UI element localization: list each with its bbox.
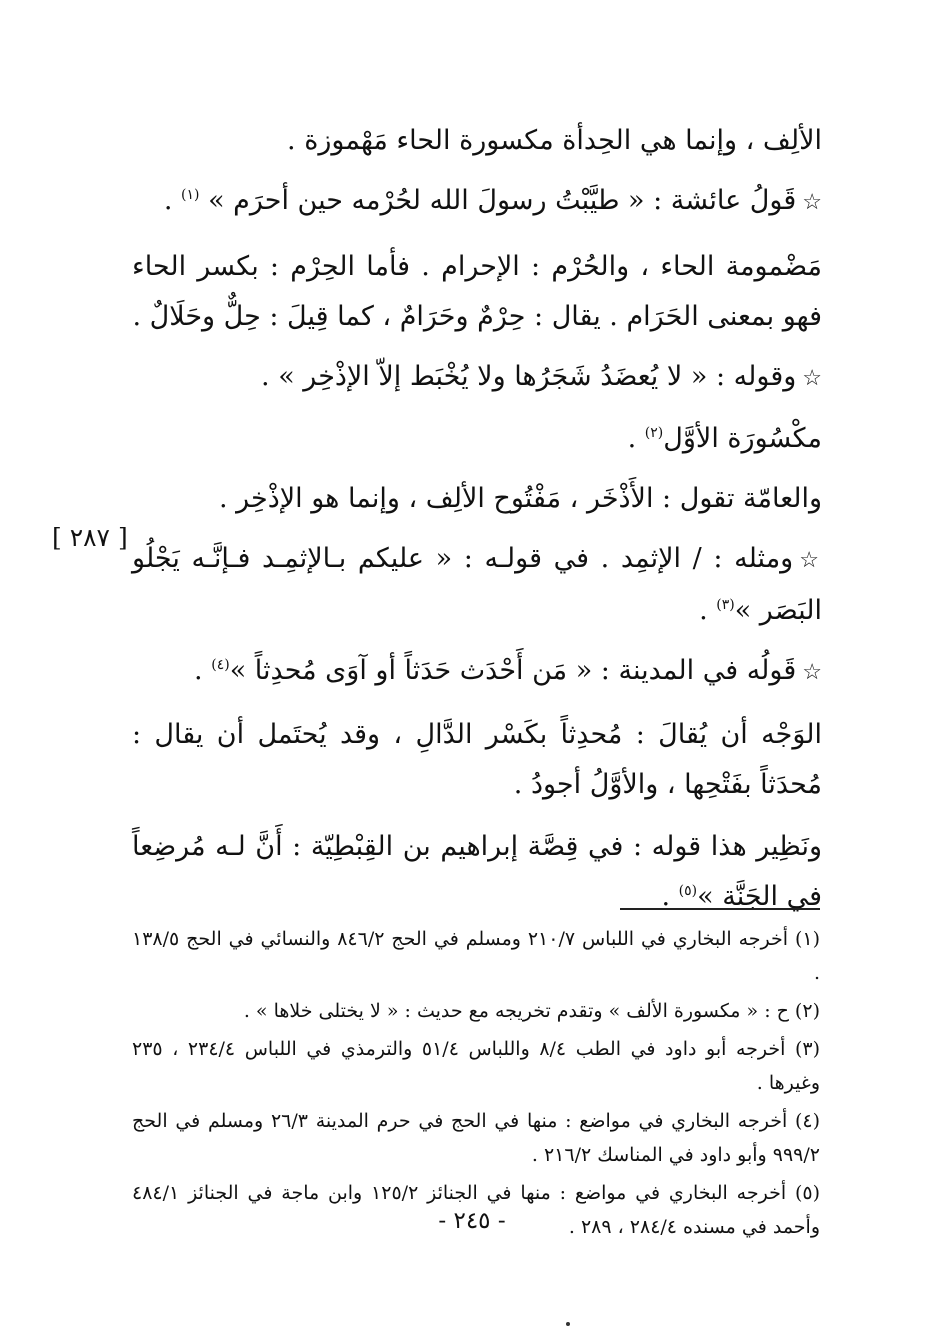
paragraph-6 (132, 474, 822, 524)
footnote-separator (620, 908, 820, 910)
footnote-2: (٢) ح : « مكسورة الألف » وتقدم تخريجه مع حديث : « لا يختلى خلاها » . (243, 1000, 820, 1022)
paragraph-1 (132, 116, 822, 166)
paragraph-5: مكْسُورَة الأوَّل$^{(٢)}$ . (627, 423, 822, 454)
page-number: - ٢٤٥ - (438, 1208, 506, 1234)
paragraph-7: ☆ومثله : / الإثمِد . في قولـه : « عليكم بـالإثمِـد فـإنَّـه يَجْلُو البَصَر »$^{(٣)}$ . (132, 543, 822, 626)
footnote-3: (٣) أخرجه أبو داود في الطب ٨/٤ واللباس ٥١/٤ والترمذي في اللباس ٢٣٤/٤ ، ٢٣٥ وغيرها . (132, 1038, 821, 1094)
star-icon: ☆ (802, 366, 822, 391)
line-text: قَولُ عائشة : « طيَّبْتُ رسولَ الله لحُرْمه حين أحرَم » (208, 185, 797, 216)
paragraph-9 (132, 710, 822, 810)
paragraph-10: ونَظِير هذا قوله : في قِصَّة إبراهيم بن القِبْطِيّة : أَنَّ لـه مُرضِعاً في الجَنَّة »$^{(٥)}$ . (132, 831, 822, 912)
line-text: والعامّة تقول : الأَذْخَر ، مَفْتُوح الألِف ، وإنما هو الإذْخِر . (218, 483, 822, 514)
scan-speck (566, 1322, 570, 1326)
footnote-4: (٤) أخرجه البخاري في مواضع : منها في الحج في حرم المدينة ٢٦/٣ ومسلم في الحج ٩٩٩/٢ وأبو داود في المناسك ٢١٦/٢ . (132, 1110, 821, 1166)
paragraph-4 (132, 352, 822, 404)
footnote-ref-4: (٤) (211, 657, 230, 673)
footnotes (132, 922, 820, 1248)
paragraph-8: ☆قَولُه في المدينة : « مَن أَحْدَث حَدَثاً أو آوَى مُحدِثاً »$^{(٤)}$ . (194, 655, 822, 686)
footnote-5: (٥) أخرجه البخاري في مواضع : منها في الجنائز ١٢٥/٢ وابن ماجة في الجنائز ٤٨٤/١ وأحمد في مسنده ٢٨٤/٤ ، ٢٨٩ . (132, 1182, 820, 1238)
star-icon: ☆ (802, 660, 822, 685)
line-text: ومثله : / الإثمِد . في قولـه : « عليكم بـالإثمِـد فـإنَّـه يَجْلُو البَصَر » (132, 543, 822, 626)
line-text: الوَجْه أن يُقالَ : مُحدِثاً بكَسْر الدَّالِ ، وقد يُحتَمل أن يقال : مُحدَثاً بفَتْحِها ، والأوَّلُ أجودُ . (132, 719, 822, 800)
footnote-ref-1: (١) (181, 187, 200, 203)
footnote-ref-3: (٣) (716, 597, 735, 613)
star-icon: ☆ (799, 548, 822, 573)
line-text: الألِف ، وإنما هي الحِدأة مكسورة الحاء مَهْموزة . (287, 125, 822, 156)
line-text: مَضْمومة الحاء ، والحُرْم : الإحرام . فأما الحِرْم : بكسر الحاء فهو بمعنى الحَرَام . يقال : حِرْمٌ وحَرَامٌ ، كما قِيلَ : حِلٌّ وحَلَالٌ . (132, 251, 822, 332)
star-icon: ☆ (802, 190, 822, 215)
margin-page-marker: [ ٢٨٧ ] (52, 523, 128, 552)
line-text: وقوله : « لا يُعضَدُ شَجَرُها ولا يُخْبَط إلاّ الإذْخِر » . (261, 361, 797, 392)
footnote-ref-2: (٢) (644, 425, 664, 441)
footnote-1: (١) أخرجه البخاري في اللباس ٢١٠/٧ ومسلم في الحج ٨٤٦/٢ والنسائي في الحج ١٣٨/٥ . (132, 928, 820, 984)
line-text: مكْسُورَة الأوَّل (663, 423, 822, 454)
footnote-ref-5: (٥) (678, 883, 698, 899)
paragraph-2: ☆قَولُ عائشة : « طيَّبْتُ رسولَ الله لحُرْمه حين أحرَم » $^{(١)}$ . (163, 185, 822, 216)
main-text (132, 116, 822, 922)
paragraph-3 (132, 242, 822, 342)
line-text: ونَظِير هذا قوله : في قِصَّة إبراهيم بن القِبْطِيّة : أَنَّ لـه مُرضِعاً في الجَنَّة » (132, 831, 822, 912)
line-text: قَولُه في المدينة : « مَن أَحْدَث حَدَثاً أو آوَى مُحدِثاً » (229, 655, 797, 686)
